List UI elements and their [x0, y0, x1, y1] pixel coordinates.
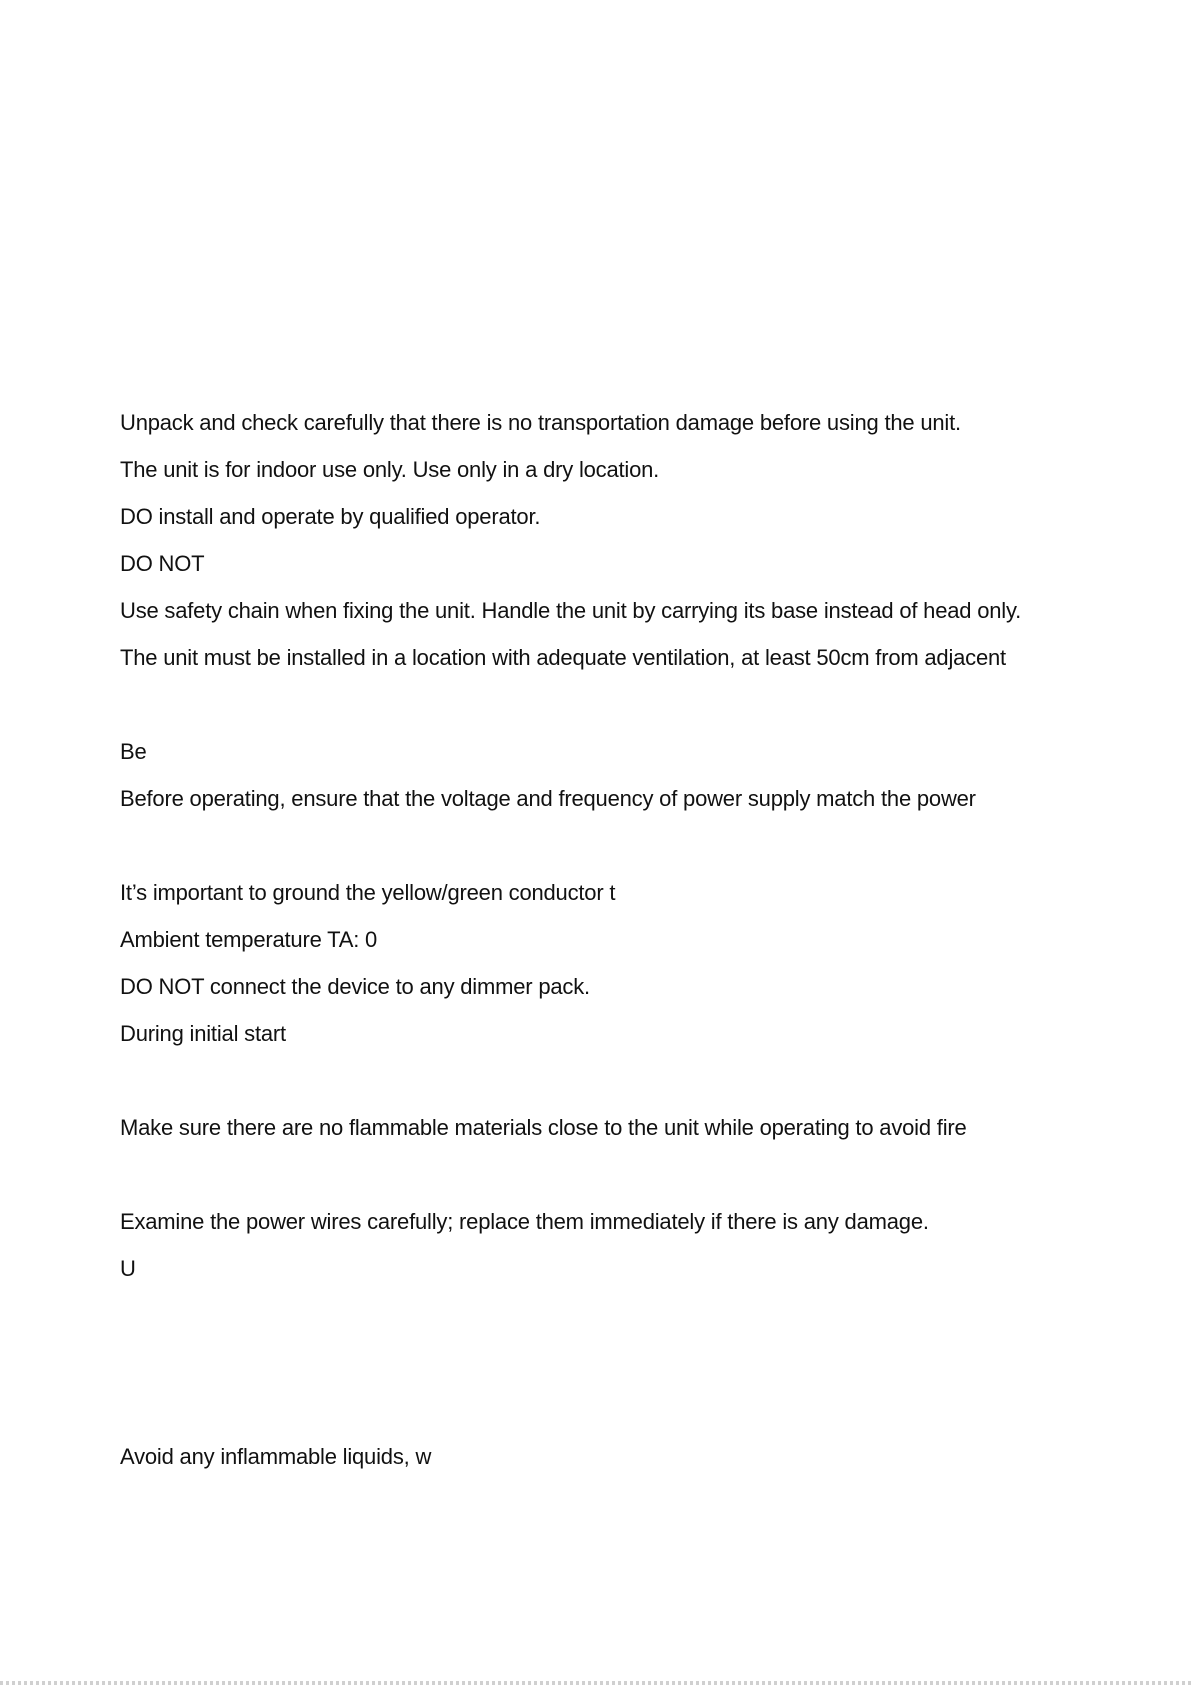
instruction-line-ambient-temperature: Ambient temperature TA: 0: [120, 927, 378, 952]
instruction-line-indoor-use: The unit is for indoor use only. Use only in a dry location.: [120, 457, 660, 482]
instruction-line-flammable-materials: Make sure there are no flammable materials close to the unit while operating to avoid fire: [120, 1115, 967, 1140]
instruction-line-power-wires: Examine the power wires carefully; replace them immediately if there is any damage.: [120, 1209, 929, 1234]
instruction-line-be: Be: [120, 739, 147, 764]
instruction-line-qualified-operator: DO install and operate by qualified operator.: [120, 504, 541, 529]
instruction-line-unpack: Unpack and check carefully that there is no transportation damage before using the unit.: [120, 410, 961, 435]
instruction-line-ventilation: The unit must be installed in a location with adequate ventilation, at least 50cm from adjacent: [120, 645, 1006, 670]
instruction-line-inflammable-liquids: Avoid any inflammable liquids, w: [120, 1444, 432, 1469]
instruction-line-ground: It’s important to ground the yellow/green conductor t: [120, 880, 616, 905]
instruction-line-voltage: Before operating, ensure that the voltage and frequency of power supply match the power: [120, 786, 976, 811]
instruction-line-initial-start: During initial start: [120, 1021, 286, 1046]
page-bottom-edge: [0, 1681, 1192, 1685]
instruction-line-u: U: [120, 1256, 136, 1281]
instruction-line-safety-chain: Use safety chain when fixing the unit. Handle the unit by carrying its base instead of head only.: [120, 598, 1022, 623]
instruction-line-dimmer: DO NOT connect the device to any dimmer pack.: [120, 974, 590, 999]
instruction-line-do-not: DO NOT: [120, 551, 205, 576]
